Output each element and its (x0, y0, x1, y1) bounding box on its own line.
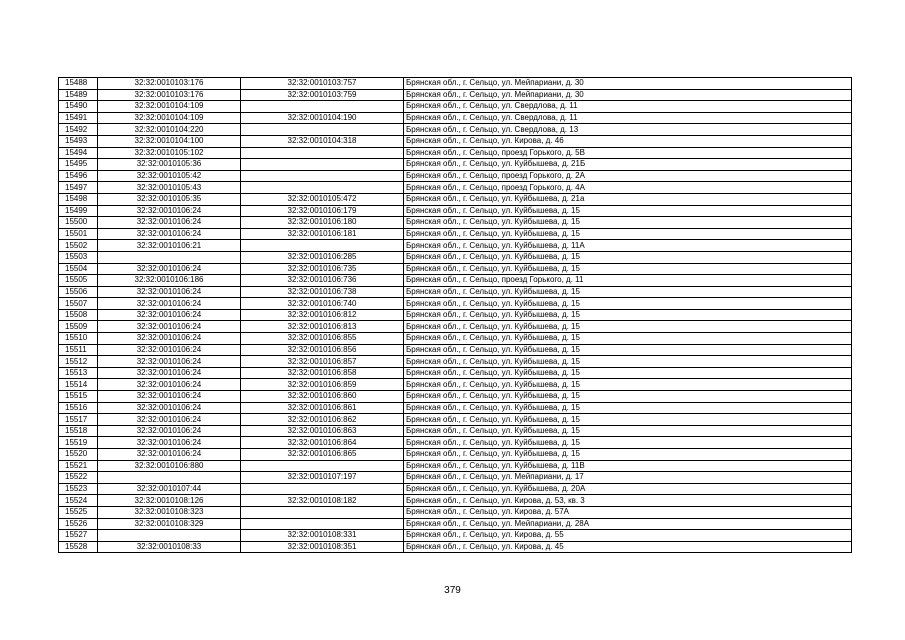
table-row (59, 437, 852, 449)
building-cadastral-number-cell: 32:32:0010106:856 (241, 344, 404, 356)
table-row (59, 472, 852, 484)
building-cadastral-number-cell: 32:32:0010108:331 (241, 530, 404, 542)
table-row (59, 240, 852, 252)
address-cell: Брянская обл., г. Сельцо, ул. Свердлова, д. 11 (404, 112, 852, 124)
table-row (59, 414, 852, 426)
table-row (59, 402, 852, 414)
row-number-cell: 15514 (59, 379, 98, 391)
table-row (59, 170, 852, 182)
address-cell: Брянская обл., г. Сельцо, ул. Куйбышева, д. 15 (404, 356, 852, 368)
registry-table (58, 77, 852, 553)
row-number-cell: 15507 (59, 298, 98, 310)
address-cell: Брянская обл., г. Сельцо, ул. Куйбышева, д. 15 (404, 367, 852, 379)
building-cadastral-number-cell: 32:32:0010106:864 (241, 437, 404, 449)
table-row (59, 506, 852, 518)
address-cell: Брянская обл., г. Сельцо, ул. Куйбышева, д. 15 (404, 333, 852, 345)
parcel-cadastral-number-cell: 32:32:0010105:35 (98, 193, 241, 205)
row-number-cell: 15499 (59, 205, 98, 217)
registry-table-body (59, 78, 852, 553)
table-row (59, 367, 852, 379)
table-row (59, 193, 852, 205)
address-cell: Брянская обл., г. Сельцо, ул. Куйбышева, д. 15 (404, 298, 852, 310)
address-cell: Брянская обл., г. Сельцо, ул. Свердлова, д. 13 (404, 124, 852, 136)
building-cadastral-number-cell (241, 460, 404, 472)
parcel-cadastral-number-cell: 32:32:0010106:24 (98, 414, 241, 426)
building-cadastral-number-cell: 32:32:0010106:179 (241, 205, 404, 217)
address-cell: Брянская обл., г. Сельцо, ул. Куйбышева, д. 15 (404, 228, 852, 240)
table-row (59, 483, 852, 495)
address-cell: Брянская обл., г. Сельцо, ул. Куйбышева, д. 15 (404, 379, 852, 391)
row-number-cell: 15493 (59, 135, 98, 147)
parcel-cadastral-number-cell: 32:32:0010104:100 (98, 135, 241, 147)
parcel-cadastral-number-cell: 32:32:0010106:186 (98, 275, 241, 287)
parcel-cadastral-number-cell: 32:32:0010105:42 (98, 170, 241, 182)
table-row (59, 228, 852, 240)
parcel-cadastral-number-cell: 32:32:0010104:220 (98, 124, 241, 136)
building-cadastral-number-cell: 32:32:0010106:860 (241, 391, 404, 403)
building-cadastral-number-cell: 32:32:0010106:812 (241, 309, 404, 321)
table-row (59, 89, 852, 101)
address-cell: Брянская обл., г. Сельцо, ул. Куйбышева, д. 15 (404, 414, 852, 426)
row-number-cell: 15509 (59, 321, 98, 333)
address-cell: Брянская обл., г. Сельцо, ул. Кирова, д. 53, кв. 3 (404, 495, 852, 507)
parcel-cadastral-number-cell: 32:32:0010106:880 (98, 460, 241, 472)
row-number-cell: 15505 (59, 275, 98, 287)
building-cadastral-number-cell (241, 101, 404, 113)
table-row (59, 518, 852, 530)
row-number-cell: 15504 (59, 263, 98, 275)
table-row (59, 159, 852, 171)
parcel-cadastral-number-cell: 32:32:0010106:24 (98, 344, 241, 356)
building-cadastral-number-cell (241, 483, 404, 495)
address-cell: Брянская обл., г. Сельцо, проезд Горького, д. 11 (404, 275, 852, 287)
parcel-cadastral-number-cell: 32:32:0010106:24 (98, 437, 241, 449)
table-row (59, 182, 852, 194)
address-cell: Брянская обл., г. Сельцо, ул. Куйбышева, д. 15 (404, 425, 852, 437)
row-number-cell: 15516 (59, 402, 98, 414)
address-cell: Брянская обл., г. Сельцо, ул. Куйбышева, д. 15 (404, 344, 852, 356)
building-cadastral-number-cell: 32:32:0010106:858 (241, 367, 404, 379)
address-cell: Брянская обл., г. Сельцо, ул. Кирова, д. 57А (404, 506, 852, 518)
building-cadastral-number-cell: 32:32:0010106:740 (241, 298, 404, 310)
parcel-cadastral-number-cell: 32:32:0010103:176 (98, 78, 241, 90)
row-number-cell: 15512 (59, 356, 98, 368)
parcel-cadastral-number-cell: 32:32:0010105:102 (98, 147, 241, 159)
parcel-cadastral-number-cell: 32:32:0010106:24 (98, 228, 241, 240)
address-cell: Брянская обл., г. Сельцо, ул. Мейпариани, д. 28А (404, 518, 852, 530)
building-cadastral-number-cell (241, 124, 404, 136)
address-cell: Брянская обл., г. Сельцо, проезд Горького, д. 4А (404, 182, 852, 194)
address-cell: Брянская обл., г. Сельцо, ул. Куйбышева, д. 20А (404, 483, 852, 495)
building-cadastral-number-cell: 32:32:0010106:180 (241, 217, 404, 229)
table-row (59, 541, 852, 553)
row-number-cell: 15517 (59, 414, 98, 426)
address-cell: Брянская обл., г. Сельцо, ул. Мейпариани, д. 30 (404, 78, 852, 90)
address-cell: Брянская обл., г. Сельцо, ул. Куйбышева, д. 15 (404, 251, 852, 263)
row-number-cell: 15490 (59, 101, 98, 113)
address-cell: Брянская обл., г. Сельцо, ул. Куйбышева, д. 11А (404, 240, 852, 252)
row-number-cell: 15491 (59, 112, 98, 124)
address-cell: Брянская обл., г. Сельцо, ул. Куйбышева, д. 15 (404, 205, 852, 217)
parcel-cadastral-number-cell (98, 472, 241, 484)
address-cell: Брянская обл., г. Сельцо, ул. Кирова, д. 55 (404, 530, 852, 542)
row-number-cell: 15496 (59, 170, 98, 182)
parcel-cadastral-number-cell: 32:32:0010106:24 (98, 356, 241, 368)
building-cadastral-number-cell: 32:32:0010108:182 (241, 495, 404, 507)
parcel-cadastral-number-cell: 32:32:0010106:24 (98, 449, 241, 461)
table-row (59, 309, 852, 321)
parcel-cadastral-number-cell: 32:32:0010106:24 (98, 321, 241, 333)
table-row (59, 298, 852, 310)
building-cadastral-number-cell: 32:32:0010106:736 (241, 275, 404, 287)
table-row (59, 495, 852, 507)
table-row (59, 275, 852, 287)
building-cadastral-number-cell: 32:32:0010106:813 (241, 321, 404, 333)
parcel-cadastral-number-cell: 32:32:0010108:126 (98, 495, 241, 507)
table-row (59, 344, 852, 356)
address-cell: Брянская обл., г. Сельцо, ул. Кирова, д. 46 (404, 135, 852, 147)
building-cadastral-number-cell (241, 506, 404, 518)
row-number-cell: 15513 (59, 367, 98, 379)
building-cadastral-number-cell: 32:32:0010106:859 (241, 379, 404, 391)
building-cadastral-number-cell: 32:32:0010104:318 (241, 135, 404, 147)
building-cadastral-number-cell: 32:32:0010106:285 (241, 251, 404, 263)
parcel-cadastral-number-cell: 32:32:0010106:24 (98, 333, 241, 345)
parcel-cadastral-number-cell: 32:32:0010106:24 (98, 286, 241, 298)
row-number-cell: 15498 (59, 193, 98, 205)
table-row (59, 135, 852, 147)
row-number-cell: 15524 (59, 495, 98, 507)
address-cell: Брянская обл., г. Сельцо, ул. Куйбышева, д. 15 (404, 449, 852, 461)
row-number-cell: 15508 (59, 309, 98, 321)
building-cadastral-number-cell: 32:32:0010106:855 (241, 333, 404, 345)
address-cell: Брянская обл., г. Сельцо, ул. Куйбышева, д. 15 (404, 321, 852, 333)
building-cadastral-number-cell (241, 147, 404, 159)
row-number-cell: 15502 (59, 240, 98, 252)
building-cadastral-number-cell: 32:32:0010105:472 (241, 193, 404, 205)
row-number-cell: 15503 (59, 251, 98, 263)
building-cadastral-number-cell: 32:32:0010106:862 (241, 414, 404, 426)
table-row (59, 333, 852, 345)
parcel-cadastral-number-cell: 32:32:0010104:109 (98, 101, 241, 113)
table-row (59, 147, 852, 159)
building-cadastral-number-cell: 32:32:0010104:190 (241, 112, 404, 124)
building-cadastral-number-cell: 32:32:0010103:759 (241, 89, 404, 101)
row-number-cell: 15528 (59, 541, 98, 553)
table-row (59, 205, 852, 217)
row-number-cell: 15523 (59, 483, 98, 495)
row-number-cell: 15506 (59, 286, 98, 298)
table-row (59, 379, 852, 391)
parcel-cadastral-number-cell: 32:32:0010108:329 (98, 518, 241, 530)
row-number-cell: 15500 (59, 217, 98, 229)
table-row (59, 78, 852, 90)
table-row (59, 425, 852, 437)
row-number-cell: 15519 (59, 437, 98, 449)
parcel-cadastral-number-cell: 32:32:0010106:24 (98, 391, 241, 403)
building-cadastral-number-cell: 32:32:0010106:738 (241, 286, 404, 298)
building-cadastral-number-cell: 32:32:0010106:735 (241, 263, 404, 275)
parcel-cadastral-number-cell: 32:32:0010106:24 (98, 205, 241, 217)
parcel-cadastral-number-cell: 32:32:0010108:323 (98, 506, 241, 518)
address-cell: Брянская обл., г. Сельцо, проезд Горького, д. 2А (404, 170, 852, 182)
building-cadastral-number-cell: 32:32:0010103:757 (241, 78, 404, 90)
building-cadastral-number-cell: 32:32:0010106:863 (241, 425, 404, 437)
building-cadastral-number-cell: 32:32:0010106:181 (241, 228, 404, 240)
building-cadastral-number-cell (241, 159, 404, 171)
parcel-cadastral-number-cell: 32:32:0010106:24 (98, 309, 241, 321)
address-cell: Брянская обл., г. Сельцо, ул. Свердлова, д. 11 (404, 101, 852, 113)
row-number-cell: 15515 (59, 391, 98, 403)
address-cell: Брянская обл., г. Сельцо, ул. Куйбышева, д. 21Б (404, 159, 852, 171)
table-row (59, 391, 852, 403)
row-number-cell: 15511 (59, 344, 98, 356)
parcel-cadastral-number-cell (98, 530, 241, 542)
table-row (59, 112, 852, 124)
building-cadastral-number-cell (241, 518, 404, 530)
parcel-cadastral-number-cell: 32:32:0010108:33 (98, 541, 241, 553)
page-number: 379 (444, 585, 461, 596)
parcel-cadastral-number-cell: 32:32:0010106:24 (98, 263, 241, 275)
parcel-cadastral-number-cell: 32:32:0010106:24 (98, 425, 241, 437)
address-cell: Брянская обл., г. Сельцо, ул. Куйбышева, д. 15 (404, 286, 852, 298)
row-number-cell: 15527 (59, 530, 98, 542)
row-number-cell: 15497 (59, 182, 98, 194)
table-row (59, 263, 852, 275)
address-cell: Брянская обл., г. Сельцо, ул. Куйбышева, д. 11В (404, 460, 852, 472)
building-cadastral-number-cell: 32:32:0010108:351 (241, 541, 404, 553)
parcel-cadastral-number-cell: 32:32:0010106:24 (98, 379, 241, 391)
address-cell: Брянская обл., г. Сельцо, ул. Кирова, д. 45 (404, 541, 852, 553)
parcel-cadastral-number-cell: 32:32:0010106:24 (98, 367, 241, 379)
address-cell: Брянская обл., г. Сельцо, ул. Куйбышева, д. 15 (404, 402, 852, 414)
building-cadastral-number-cell (241, 240, 404, 252)
table-row (59, 321, 852, 333)
row-number-cell: 15510 (59, 333, 98, 345)
parcel-cadastral-number-cell: 32:32:0010106:21 (98, 240, 241, 252)
parcel-cadastral-number-cell: 32:32:0010105:36 (98, 159, 241, 171)
row-number-cell: 15488 (59, 78, 98, 90)
address-cell: Брянская обл., г. Сельцо, проезд Горького, д. 5В (404, 147, 852, 159)
parcel-cadastral-number-cell: 32:32:0010106:24 (98, 402, 241, 414)
parcel-cadastral-number-cell: 32:32:0010106:24 (98, 217, 241, 229)
row-number-cell: 15522 (59, 472, 98, 484)
table-row (59, 530, 852, 542)
table-row (59, 460, 852, 472)
row-number-cell: 15495 (59, 159, 98, 171)
table-row (59, 449, 852, 461)
building-cadastral-number-cell: 32:32:0010106:861 (241, 402, 404, 414)
table-row (59, 286, 852, 298)
row-number-cell: 15492 (59, 124, 98, 136)
row-number-cell: 15518 (59, 425, 98, 437)
building-cadastral-number-cell (241, 182, 404, 194)
parcel-cadastral-number-cell: 32:32:0010107:44 (98, 483, 241, 495)
table-row (59, 251, 852, 263)
row-number-cell: 15494 (59, 147, 98, 159)
address-cell: Брянская обл., г. Сельцо, ул. Куйбышева, д. 15 (404, 309, 852, 321)
row-number-cell: 15526 (59, 518, 98, 530)
table-row (59, 124, 852, 136)
address-cell: Брянская обл., г. Сельцо, ул. Куйбышева, д. 15 (404, 217, 852, 229)
table-row (59, 356, 852, 368)
parcel-cadastral-number-cell: 32:32:0010105:43 (98, 182, 241, 194)
parcel-cadastral-number-cell: 32:32:0010106:24 (98, 298, 241, 310)
address-cell: Брянская обл., г. Сельцо, ул. Куйбышева, д. 15 (404, 391, 852, 403)
row-number-cell: 15520 (59, 449, 98, 461)
table-row (59, 217, 852, 229)
building-cadastral-number-cell: 32:32:0010106:857 (241, 356, 404, 368)
parcel-cadastral-number-cell: 32:32:0010104:109 (98, 112, 241, 124)
address-cell: Брянская обл., г. Сельцо, ул. Куйбышева, д. 15 (404, 437, 852, 449)
building-cadastral-number-cell: 32:32:0010107:197 (241, 472, 404, 484)
address-cell: Брянская обл., г. Сельцо, ул. Мейпариани, д. 30 (404, 89, 852, 101)
table-row (59, 101, 852, 113)
row-number-cell: 15489 (59, 89, 98, 101)
building-cadastral-number-cell: 32:32:0010106:865 (241, 449, 404, 461)
address-cell: Брянская обл., г. Сельцо, ул. Куйбышева, д. 15 (404, 263, 852, 275)
row-number-cell: 15501 (59, 228, 98, 240)
address-cell: Брянская обл., г. Сельцо, ул. Мейпариани, д. 17 (404, 472, 852, 484)
row-number-cell: 15525 (59, 506, 98, 518)
parcel-cadastral-number-cell (98, 251, 241, 263)
address-cell: Брянская обл., г. Сельцо, ул. Куйбышева, д. 21а (404, 193, 852, 205)
row-number-cell: 15521 (59, 460, 98, 472)
parcel-cadastral-number-cell: 32:32:0010103:176 (98, 89, 241, 101)
building-cadastral-number-cell (241, 170, 404, 182)
